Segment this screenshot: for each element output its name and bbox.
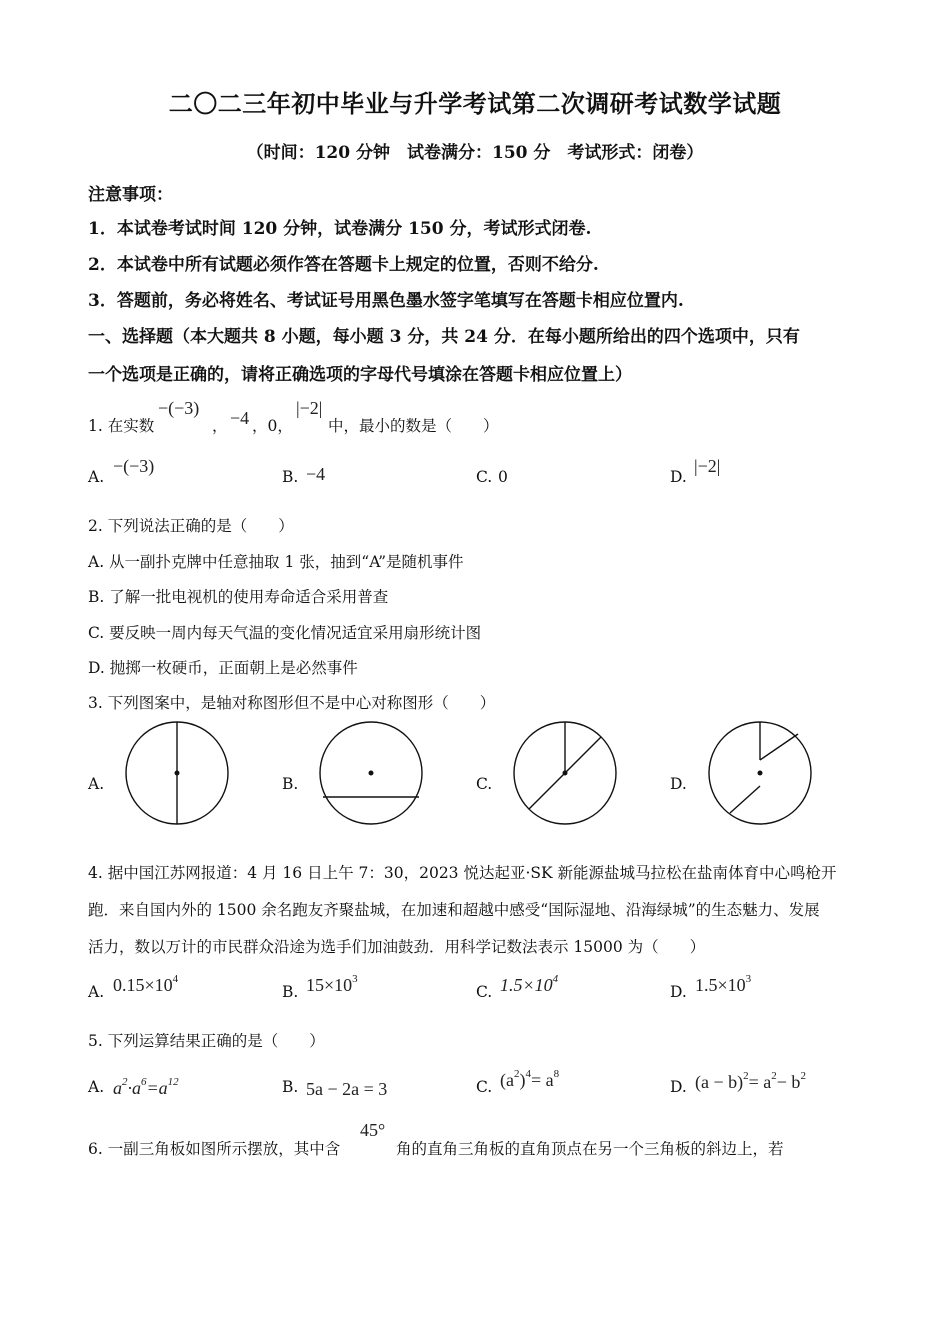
option-label: B. — [282, 1078, 299, 1096]
circle-figure-d — [705, 720, 815, 830]
q6-angle: 45° — [360, 1120, 386, 1140]
question-4-line: 跑．来自国内外的 1500 余名跑友齐聚盐城，在加速和超越中感受“国际湿地、沿海绿城”的生态魅力、发展 — [88, 901, 820, 919]
option-label: A. — [88, 1078, 105, 1096]
option-label: C. — [476, 983, 493, 1001]
q2-option-d: D. 抛掷一枚硬币，正面朝上是必然事件 — [88, 659, 358, 677]
q4-option-a: $0.15\times 10^4$ — [113, 973, 179, 995]
note-item: 2．本试卷中所有试题必须作答在答题卡上规定的位置，否则不给分. — [88, 255, 599, 275]
note-item: 1．本试卷考试时间 120 分钟，试卷满分 150 分，考试形式闭卷. — [88, 219, 592, 239]
q1-expr-neg-neg3: −(−3) — [158, 398, 200, 418]
notes-heading: 注意事项： — [88, 185, 173, 205]
option-label: B. — [282, 468, 299, 486]
q1-option-b: −4 — [306, 464, 326, 484]
q5-option-b: 5a − 2a = 3 — [306, 1079, 388, 1099]
question-4-line: 活力，数以万计的市民群众沿途为选手们加油鼓劲．用科学记数法表示 15000 为（ ） — [88, 938, 706, 956]
option-label: B. — [282, 983, 299, 1001]
question-5-stem: 5. 下列运算结果正确的是（ ） — [88, 1032, 325, 1050]
option-label: D. — [670, 983, 687, 1001]
q1-suffix: 中，最小的数是（ ） — [328, 417, 499, 435]
q5-option-c: $(a^2)^4= a^8$ — [500, 1068, 560, 1090]
q1-option-d: |−2| — [694, 456, 721, 476]
option-label: C. — [476, 775, 493, 793]
option-label: A. — [88, 775, 105, 793]
q1-option-c: 0 — [498, 468, 508, 486]
circle-figure-b — [316, 720, 426, 830]
circle-figure-a — [122, 720, 232, 830]
q2-option-a: A. 从一副扑克牌中任意抽取 1 张，抽到“A”是随机事件 — [88, 553, 464, 571]
section-heading-cont: 一个选项是正确的，请将正确选项的字母代号填涂在答题卡相应位置上） — [88, 365, 632, 385]
q1-sep: ， — [212, 417, 228, 435]
option-label: D. — [670, 1078, 687, 1096]
q5-option-d: $(a - b)^2= a^2- b^2$ — [695, 1070, 806, 1092]
q4-option-c: $1.5\times 10^4$ — [500, 973, 559, 995]
q4-option-d: $1.5\times 10^3$ — [695, 973, 752, 995]
question-6-stem-cont: 角的直角三角板的直角顶点在另一个三角板的斜边上，若 — [396, 1140, 784, 1158]
option-label: A. — [88, 983, 105, 1001]
circle-figure-c — [510, 720, 620, 830]
q2-option-b: B. 了解一批电视机的使用寿命适合采用普查 — [88, 588, 389, 606]
question-2-stem: 2. 下列说法正确的是（ ） — [88, 517, 294, 535]
q4-option-b: $15\times 10^3$ — [306, 973, 358, 995]
q1-expr-abs: |−2| — [296, 398, 323, 418]
option-label: C. — [476, 1078, 493, 1096]
option-label: D. — [670, 775, 687, 793]
q1-sep: ，0， — [252, 417, 293, 435]
question-4-line: 4. 据中国江苏网报道：4 月 16 日上午 7：30，2023 悦达起亚·SK 新能源盐城马拉松在盐南体育中心鸣枪开 — [88, 864, 837, 882]
q2-option-c: C. 要反映一周内每天气温的变化情况适宜采用扇形统计图 — [88, 624, 482, 642]
question-6-stem: 6. 一副三角板如图所示摆放，其中含 — [88, 1140, 341, 1158]
option-label: A. — [88, 468, 105, 486]
option-label: B. — [282, 775, 299, 793]
page-title: 二〇二三年初中毕业与升学考试第二次调研考试数学试题 — [168, 89, 782, 118]
exam-info: （时间：120 分钟 试卷满分：150 分 考试形式：闭卷） — [246, 143, 704, 163]
q5-option-a: $a^2\cdot a^6=a^{12}$ — [113, 1076, 179, 1098]
q1-option-a: −(−3) — [113, 456, 155, 476]
section-heading: 一、选择题（本大题共 8 小题，每小题 3 分，共 24 分．在每小题所给出的四个选项中，只有 — [88, 327, 800, 347]
note-item: 3．答题前，务必将姓名、考试证号用黑色墨水签字笔填写在答题卡相应位置内. — [88, 291, 684, 311]
question-3-stem: 3. 下列图案中，是轴对称图形但不是中心对称图形（ ） — [88, 694, 496, 712]
question-1-stem: 1. 在实数 — [88, 417, 155, 435]
option-label: C. — [476, 468, 493, 486]
option-label: D. — [670, 468, 687, 486]
q1-expr-neg4: −4 — [230, 408, 250, 428]
